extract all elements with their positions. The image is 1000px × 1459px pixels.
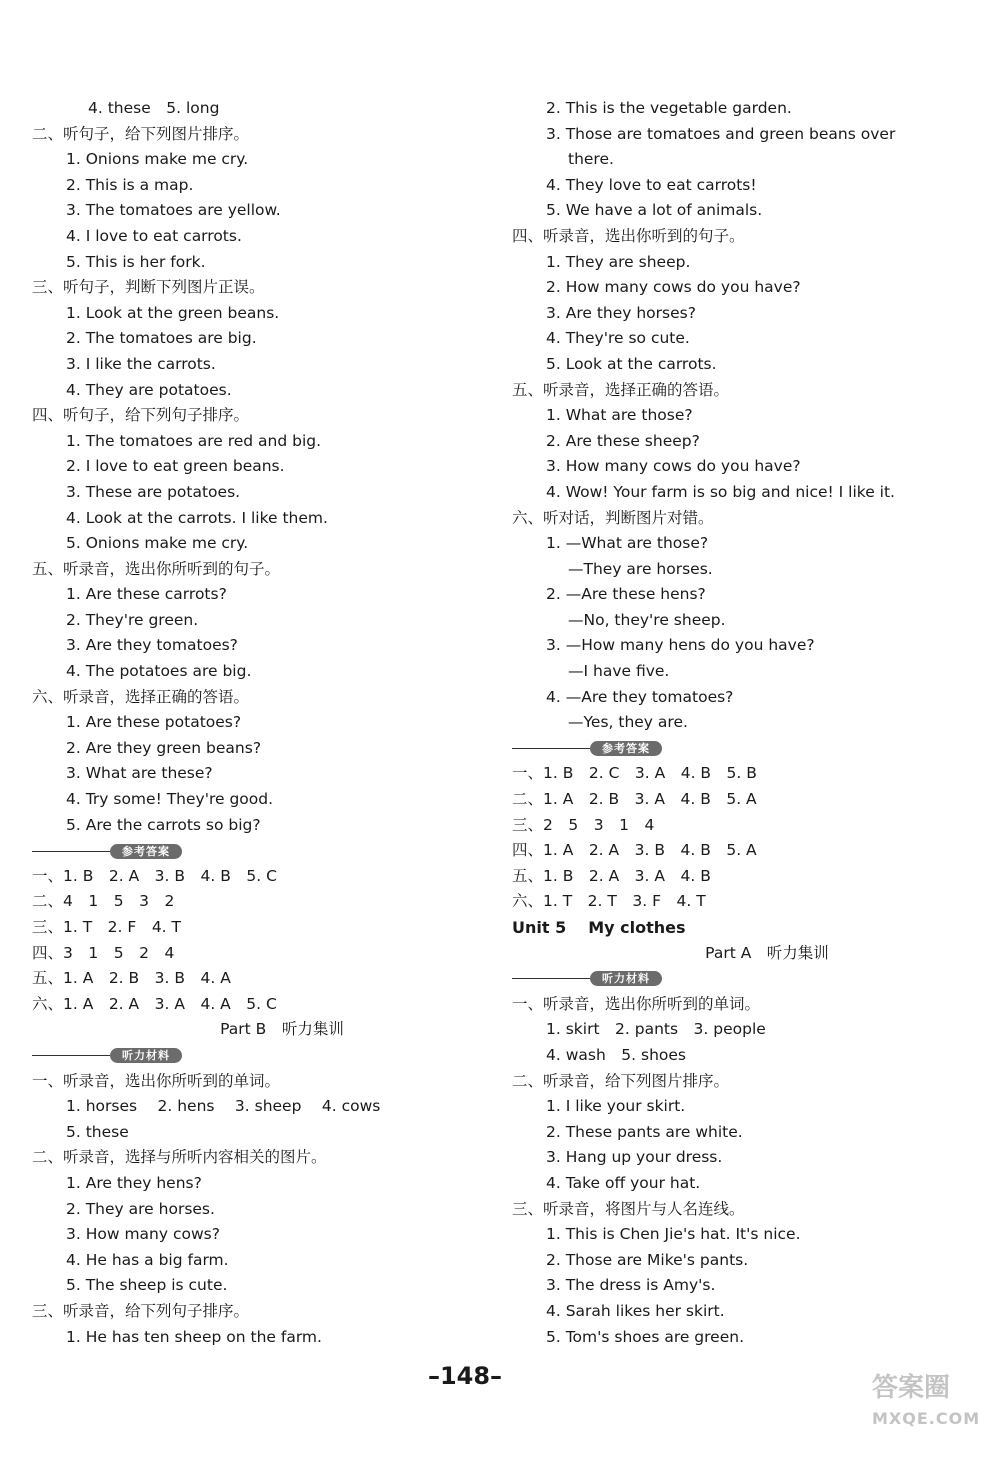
banner-rule <box>32 851 110 852</box>
list-item: 2. This is the vegetable garden. <box>546 99 792 117</box>
section-heading: 五、听录音，选择正确的答语。 <box>512 380 730 399</box>
banner-label: 听力材料 <box>110 1048 182 1063</box>
list-item: 5. This is her fork. <box>66 252 206 271</box>
banner-rule <box>512 978 590 979</box>
list-item: 3. Are they horses? <box>546 303 696 322</box>
list-item: 2. —Are these hens? <box>546 585 706 604</box>
section-heading: 二、听录音，给下列图片排序。 <box>512 1071 730 1090</box>
section-banner <box>512 736 982 762</box>
list-item: 1. Are these carrots? <box>66 585 227 604</box>
list-item: 3. The dress is Amy's. <box>546 1276 716 1295</box>
list-item <box>512 122 982 173</box>
section-heading: 二、1. A 2. B 3. A 4. B 5. A <box>512 790 757 809</box>
banner-label: 参考答案 <box>110 844 182 859</box>
list-item: 1. The tomatoes are red and big. <box>66 431 322 450</box>
watermark-logo <box>872 1375 990 1455</box>
section-heading: 四、听录音，选出你听到的句子。 <box>512 226 745 245</box>
list-item: 5. Look at the carrots. <box>546 354 717 373</box>
list-item: 4. Take off your hat. <box>546 1173 701 1192</box>
list-item: 3. How many cows? <box>66 1225 220 1244</box>
list-item: 2. Are they green beans? <box>66 738 262 757</box>
section-heading: 六、1. A 2. A 3. A 4. A 5. C <box>32 994 277 1013</box>
list-item-continuation: there. <box>568 150 614 169</box>
list-item: 3. What are these? <box>66 764 213 783</box>
list-item: 1. Are these potatoes? <box>66 713 242 732</box>
list-item: 5. Are the carrots so big? <box>66 815 261 834</box>
list-item: 2. Those are Mike's pants. <box>546 1250 749 1269</box>
section-heading: 六、1. T 2. T 3. F 4. T <box>512 892 706 911</box>
list-item-text: 3. Those are tomatoes and green beans over <box>546 124 896 143</box>
section-heading: 四、1. A 2. A 3. B 4. B 5. A <box>512 841 757 860</box>
section-heading: 一、听录音，选出你所听到的单词。 <box>512 994 761 1013</box>
list-item: 5. these <box>66 1122 129 1141</box>
part-heading: Part A 听力集训 <box>705 943 829 962</box>
list-item: 2. These pants are white. <box>546 1122 743 1141</box>
section-heading: 二、4 1 5 3 2 <box>32 892 175 911</box>
list-item: 4. Wow! Your farm is so big and nice! I like it. <box>546 482 895 501</box>
list-item: 4. wash 5. shoes <box>546 1045 686 1064</box>
list-item: 2. This is a map. <box>66 175 194 194</box>
list-item: 4. I love to eat carrots. <box>66 226 242 245</box>
section-heading: 六、听录音，选择正确的答语。 <box>32 687 250 706</box>
unit-heading <box>512 915 982 941</box>
list-item: 2. Are these sheep? <box>546 431 700 450</box>
banner-rule <box>512 748 590 749</box>
section-heading: 二、听录音，选择与所听内容相关的图片。 <box>32 1148 327 1167</box>
list-item: 4. They're so cute. <box>546 329 690 348</box>
list-item: 4. They are potatoes. <box>66 380 232 399</box>
section-banner <box>32 838 492 864</box>
list-item: 2. I love to eat green beans. <box>66 457 285 476</box>
watermark-sub: MXQE.COM <box>872 1409 981 1428</box>
section-heading: 三、听录音，将图片与人名连线。 <box>512 1199 745 1218</box>
list-item: 4. these 5. long <box>88 99 220 117</box>
section-heading: 四、3 1 5 2 4 <box>32 943 175 962</box>
section-heading: 三、听录音，给下列句子排序。 <box>32 1301 250 1320</box>
section-heading: 五、听录音，选出你所听到的句子。 <box>32 559 281 578</box>
section-heading: 六、听对话，判断图片对错。 <box>512 508 714 527</box>
list-item: —They are horses. <box>568 559 713 578</box>
section-heading: 二、听句子，给下列图片排序。 <box>32 124 250 143</box>
list-item: 3. I like the carrots. <box>66 354 216 373</box>
list-item: 1. horses 2. hens 3. sheep 4. cows <box>66 1097 381 1116</box>
unit-title: My clothes <box>588 918 686 937</box>
list-item: —Yes, they are. <box>568 713 688 732</box>
section-heading: 五、1. A 2. B 3. B 4. A <box>32 969 231 988</box>
list-item: 3. How many cows do you have? <box>546 457 801 476</box>
section-heading: 一、1. B 2. C 3. A 4. B 5. B <box>512 764 757 783</box>
banner-label: 听力材料 <box>590 971 662 986</box>
list-item: 2. They're green. <box>66 610 199 629</box>
section-heading: 五、1. B 2. A 3. A 4. B <box>512 866 711 885</box>
section-banner <box>32 1043 492 1069</box>
list-item: 2. How many cows do you have? <box>546 278 801 297</box>
list-item: 1. Onions make me cry. <box>66 150 249 169</box>
list-item: 4. Try some! They're good. <box>66 790 274 809</box>
section-heading: 三、听句子，判断下列图片正误。 <box>32 278 265 297</box>
section-heading: 三、1. T 2. F 4. T <box>32 918 181 936</box>
list-item: 5. We have a lot of animals. <box>546 201 763 220</box>
banner-rule <box>32 1055 110 1056</box>
list-item: 4. Sarah likes her skirt. <box>546 1301 725 1320</box>
list-item: 1. He has ten sheep on the farm. <box>66 1327 322 1346</box>
left-column <box>32 96 492 1350</box>
list-item: 1. This is Chen Jie's hat. It's nice. <box>546 1225 801 1244</box>
unit-number: Unit 5 <box>512 918 567 937</box>
list-item: 3. The tomatoes are yellow. <box>66 201 281 220</box>
list-item: 1. They are sheep. <box>546 252 691 271</box>
watermark-main: 答案圈 <box>872 1373 951 1403</box>
section-banner <box>512 966 982 992</box>
page-number: –148– <box>427 1362 503 1390</box>
list-item: 1. skirt 2. pants 3. people <box>546 1020 766 1039</box>
list-item: —No, they're sheep. <box>568 610 726 629</box>
part-heading: Part B 听力集训 <box>220 1020 344 1039</box>
list-item: 2. They are horses. <box>66 1199 215 1218</box>
list-item: 3. Hang up your dress. <box>546 1148 723 1167</box>
section-heading: 一、听录音，选出你所听到的单词。 <box>32 1071 281 1090</box>
list-item: 1. Look at the green beans. <box>66 303 280 322</box>
section-heading: 一、1. B 2. A 3. B 4. B 5. C <box>32 866 277 885</box>
section-heading: 三、2 5 3 1 4 <box>512 815 655 834</box>
list-item: 1. What are those? <box>546 406 693 425</box>
list-item: —I have five. <box>568 662 670 681</box>
list-item: 2. The tomatoes are big. <box>66 329 257 348</box>
list-item: 1. I like your skirt. <box>546 1097 686 1116</box>
list-item: 4. Look at the carrots. I like them. <box>66 508 328 527</box>
list-item: 4. —Are they tomatoes? <box>546 687 734 706</box>
right-column <box>512 96 982 1350</box>
list-item: 5. Tom's shoes are green. <box>546 1327 745 1346</box>
banner-label: 参考答案 <box>590 741 662 756</box>
list-item: 3. Are they tomatoes? <box>66 636 238 655</box>
section-heading: 四、听句子，给下列句子排序。 <box>32 406 250 425</box>
list-item: 3. These are potatoes. <box>66 482 241 501</box>
list-item: 1. —What are those? <box>546 534 709 553</box>
list-item: 4. The potatoes are big. <box>66 662 252 681</box>
list-item: 4. They love to eat carrots! <box>546 175 757 194</box>
list-item: 4. He has a big farm. <box>66 1250 229 1269</box>
list-item: 5. Onions make me cry. <box>66 534 249 553</box>
list-item: 5. The sheep is cute. <box>66 1276 228 1295</box>
list-item: 3. —How many hens do you have? <box>546 636 815 655</box>
list-item: 1. Are they hens? <box>66 1173 202 1192</box>
